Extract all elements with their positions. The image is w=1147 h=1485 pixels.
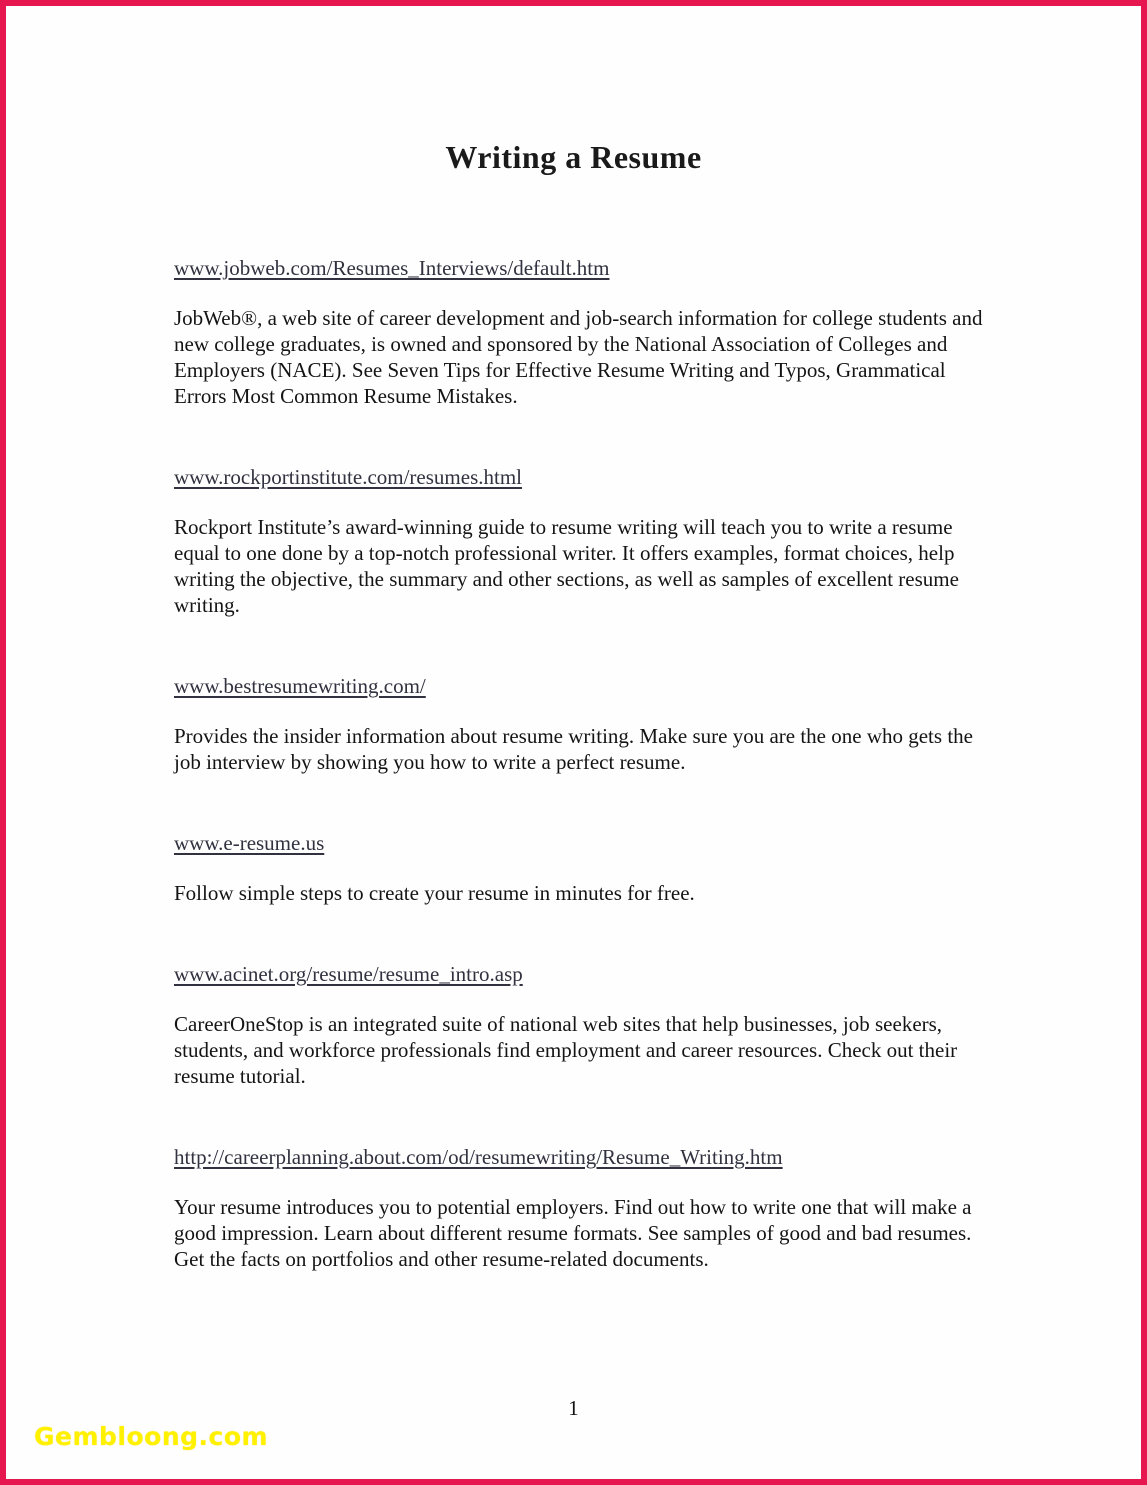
url-line xyxy=(174,962,989,987)
resource-description: Follow simple steps to create your resume in minutes for free. xyxy=(174,881,695,905)
resource-section xyxy=(174,962,989,1089)
watermark: Gembloong.com xyxy=(34,1422,269,1451)
resource-url-link[interactable]: www.acinet.org/resume/resume_intro.asp xyxy=(174,962,523,986)
resource-url-link[interactable]: www.e-resume.us xyxy=(174,831,325,855)
document-body xyxy=(174,256,989,1328)
resource-description: Rockport Institute’s award-winning guide to resume writing will teach you to write a resume equal to one done by a top-notch professional writer. It offers examples, format choices, help writing the objective, the summary and other sections, as well as samples of excellent resume writing. xyxy=(174,515,959,617)
url-line xyxy=(174,674,989,699)
resource-section xyxy=(174,256,989,409)
page-title: Writing a Resume xyxy=(445,139,702,175)
page-number: 1 xyxy=(568,1396,579,1420)
resource-section xyxy=(174,465,989,618)
resource-description: Provides the insider information about resume writing. Make sure you are the one who gets the job interview by showing you how to write a perfect resume. xyxy=(174,724,973,774)
url-line xyxy=(174,256,989,281)
resource-url-link[interactable]: www.rockportinstitute.com/resumes.html xyxy=(174,465,522,489)
url-line xyxy=(174,465,989,490)
resource-description: JobWeb®, a web site of career development and job-search information for college students and new college graduates, is owned and sponsored by the National Association of Colleges and Employers (NACE). See Seven Tips for Effective Resume Writing and Typos, Grammatical Errors Most Common Resume Mistakes. xyxy=(174,306,983,408)
resource-section xyxy=(174,674,989,775)
resource-section xyxy=(174,831,989,906)
resource-description: CareerOneStop is an integrated suite of national web sites that help businesses, job seekers, students, and workforce professionals find employment and career resources. Check out their resume tutorial. xyxy=(174,1012,958,1088)
url-line xyxy=(174,1145,989,1170)
resource-section xyxy=(174,1145,989,1272)
resource-url-link[interactable]: http://careerplanning.about.com/od/resumewriting/Resume_Writing.htm xyxy=(174,1145,783,1169)
resource-url-link[interactable]: www.jobweb.com/Resumes_Interviews/default.htm xyxy=(174,256,610,280)
resource-description: Your resume introduces you to potential employers. Find out how to write one that will make a good impression. Learn about different resume formats. See samples of good and bad resumes. Get the facts on portfolios and other resume-related documents. xyxy=(174,1195,972,1271)
url-line xyxy=(174,831,989,856)
resource-url-link[interactable]: www.bestresumewriting.com/ xyxy=(174,674,426,698)
